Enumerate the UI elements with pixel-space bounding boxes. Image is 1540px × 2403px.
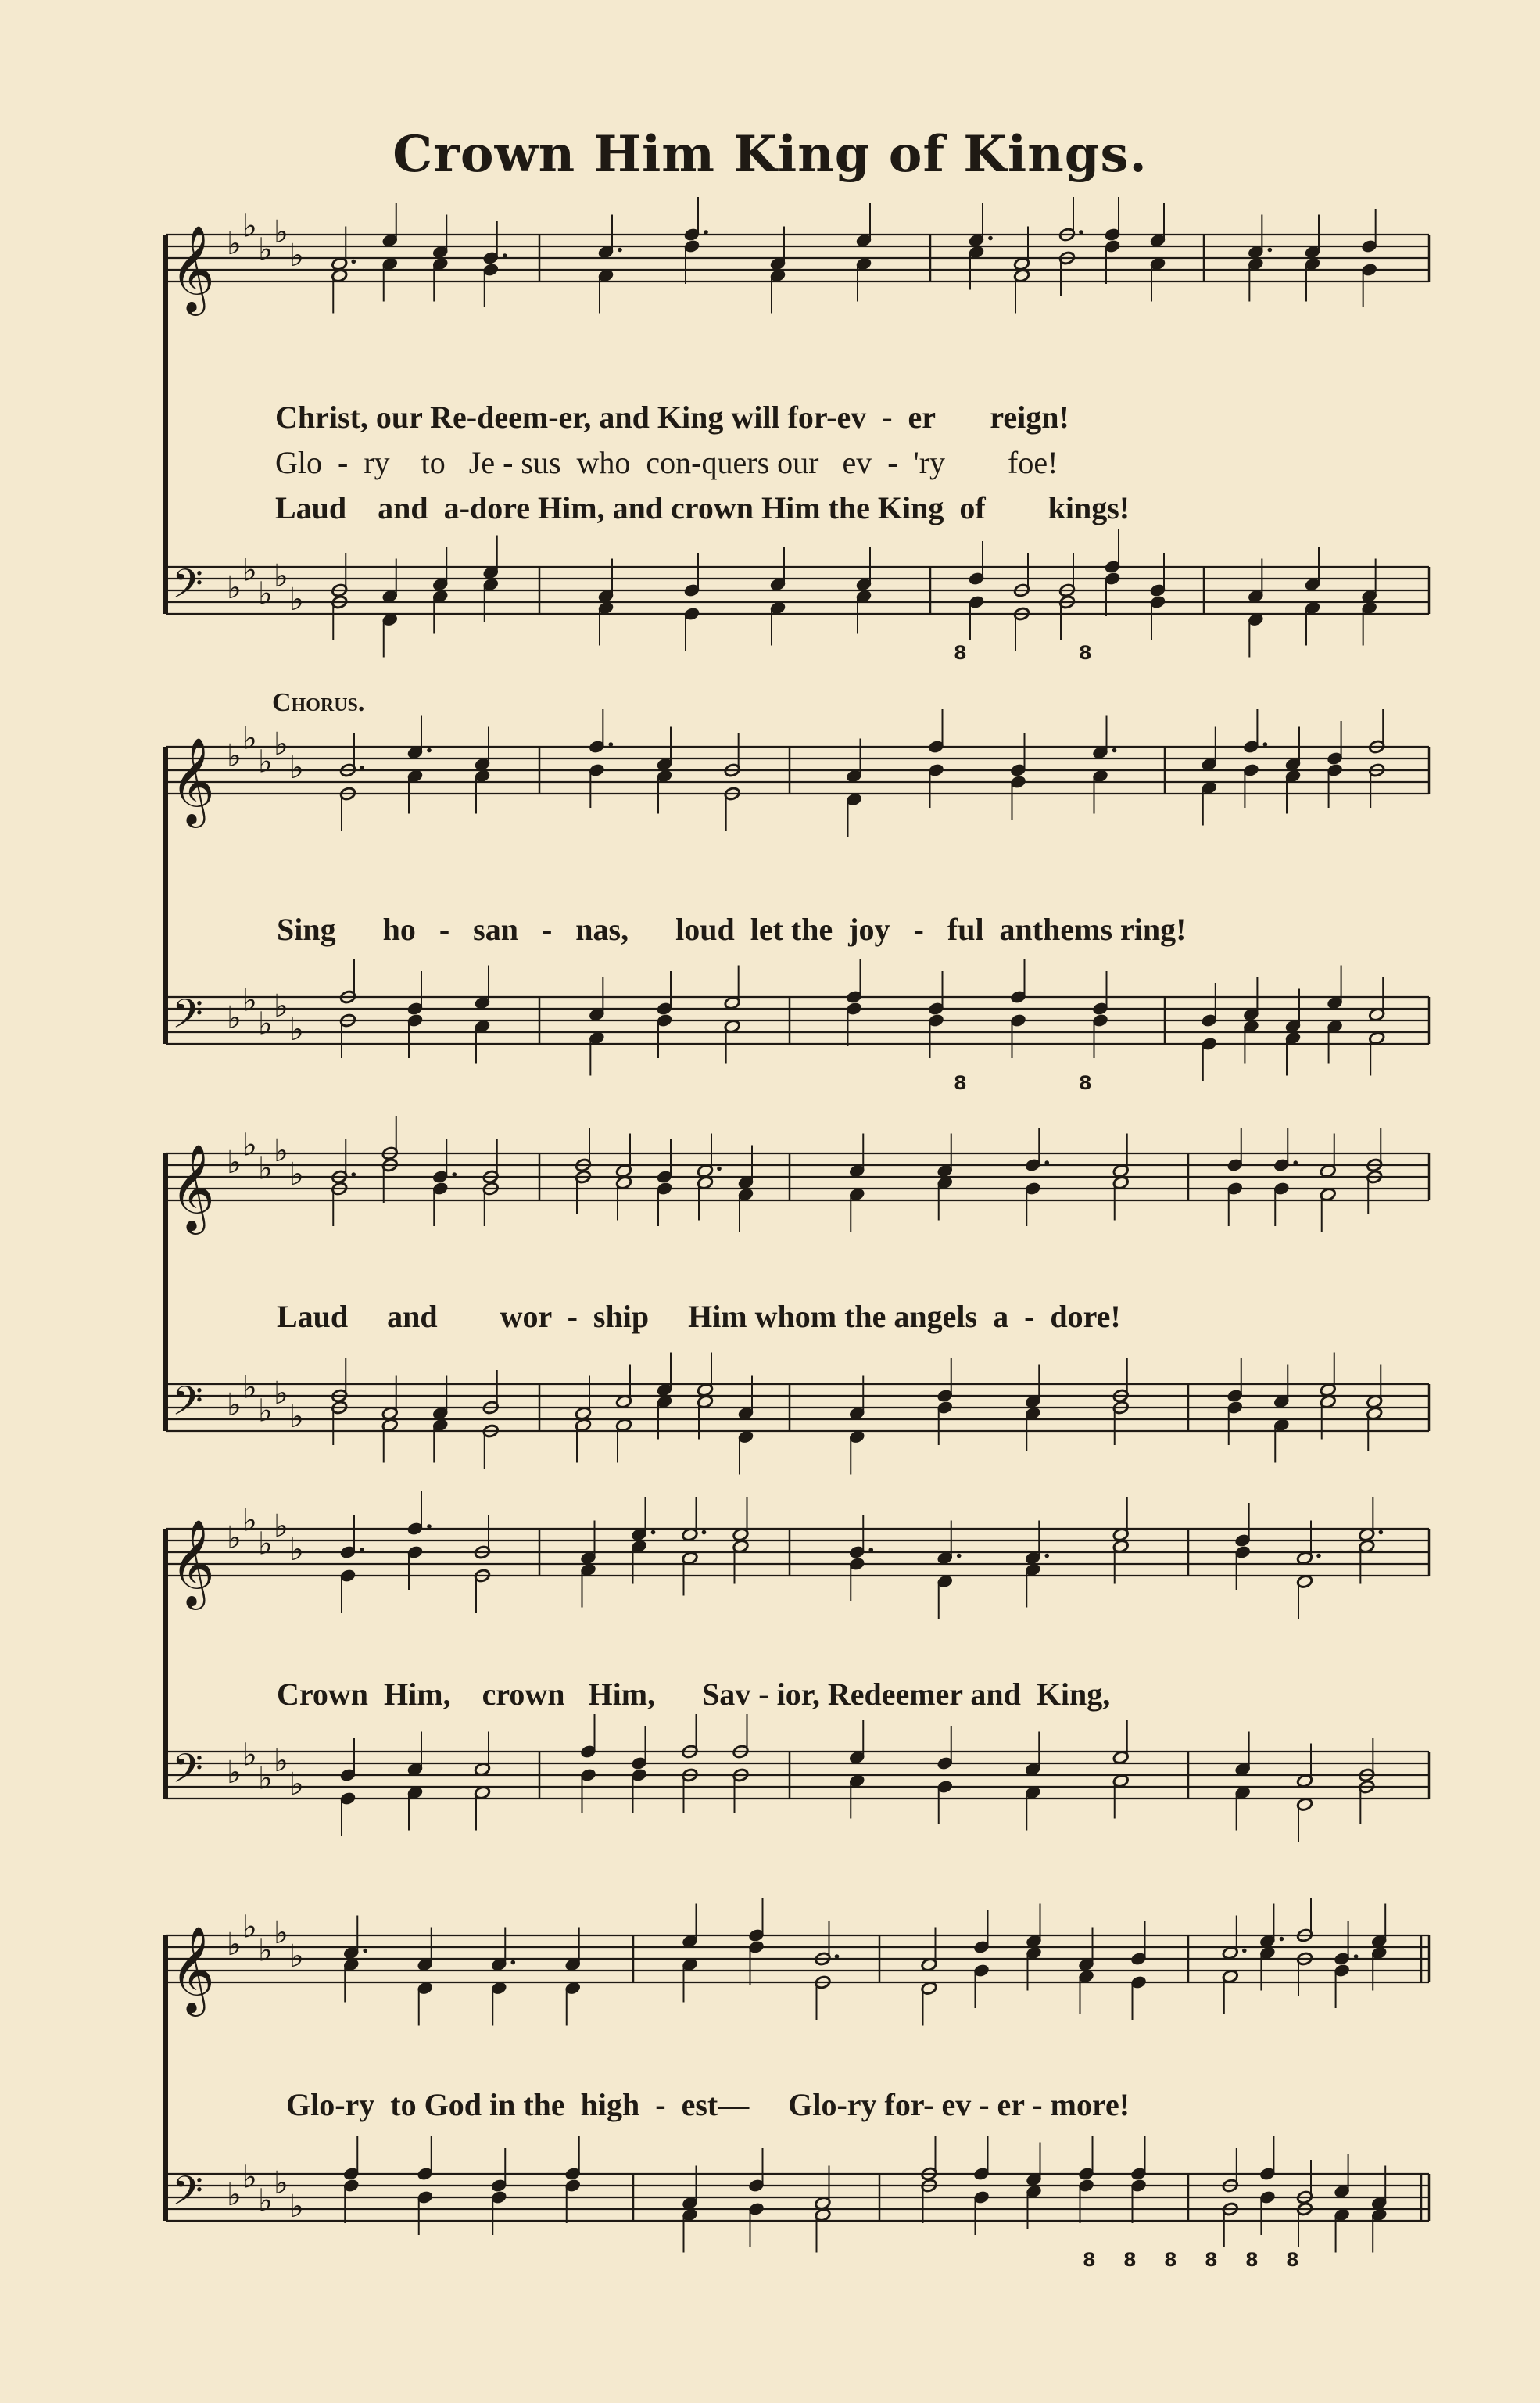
dot xyxy=(957,1554,962,1558)
flat-sign: ♭ xyxy=(289,1939,304,1974)
dot xyxy=(360,766,364,770)
flat-sign: ♭ xyxy=(258,1526,273,1562)
flat-sign: ♭ xyxy=(258,1006,273,1042)
flat-sign: ♭ xyxy=(274,1915,288,1951)
flat-sign: ♭ xyxy=(274,1375,288,1411)
dot xyxy=(1112,748,1117,753)
dot xyxy=(868,1548,873,1552)
flat-sign: ♭ xyxy=(242,208,257,245)
dot xyxy=(452,1172,457,1177)
flat-sign: ♭ xyxy=(242,1909,257,1946)
lyric-line-1-verse-1: Christ, our Re-deem-er, and King will for-ev - er reign! xyxy=(275,400,1069,435)
dot xyxy=(503,253,507,258)
flat-sign: ♭ xyxy=(289,1012,304,1048)
dot xyxy=(704,230,708,235)
dot xyxy=(1242,1949,1247,1953)
flat-sign: ♭ xyxy=(227,1145,242,1181)
bass-clef-icon: 𝄢 xyxy=(172,1377,203,1434)
bass-clef-icon: 𝄢 xyxy=(172,2167,203,2224)
treble-clef-icon: 𝄞 xyxy=(170,1519,215,1606)
flat-sign: ♭ xyxy=(274,1743,288,1779)
flat-sign: ♭ xyxy=(274,726,288,762)
dot xyxy=(1379,1530,1384,1535)
dot xyxy=(835,1954,840,1959)
flat-sign: ♭ xyxy=(289,1399,304,1435)
flat-sign: ♭ xyxy=(274,2165,288,2201)
chorus-label: Chorus. xyxy=(272,688,365,717)
bass-figure: 8 xyxy=(1079,642,1092,664)
lyric-line-5: Glo-ry to God in the high - est— Glo-ry for- ev - er - more! xyxy=(286,2087,1130,2122)
dot xyxy=(360,1548,364,1552)
flat-sign: ♭ xyxy=(227,1755,242,1791)
flat-sign: ♭ xyxy=(258,744,273,780)
flat-sign: ♭ xyxy=(289,1157,304,1193)
flat-sign: ♭ xyxy=(242,2159,257,2196)
dot xyxy=(1044,1554,1049,1558)
flat-sign: ♭ xyxy=(242,552,257,589)
flat-sign: ♭ xyxy=(242,1127,257,1164)
bass-figure: 8 xyxy=(954,1072,967,1094)
bass-figure: 8 xyxy=(954,642,967,664)
treble-clef-icon: 𝄞 xyxy=(170,737,215,824)
flat-sign: ♭ xyxy=(258,1932,273,1969)
flat-sign: ♭ xyxy=(289,1532,304,1568)
bass-figure: 8 xyxy=(1079,1072,1092,1094)
lyric-line-1-verse-2: Glo - ry to Je - sus who con-quers our ev - 'ry foe! xyxy=(275,445,1058,480)
dot xyxy=(1280,1937,1284,1942)
bass-figure: 8 xyxy=(1205,2249,1218,2271)
bass-figure: 8 xyxy=(1164,2249,1177,2271)
flat-sign: ♭ xyxy=(289,2189,304,2225)
lyric-line-4: Crown Him, crown Him, Sav - ior, Redeemer and King, xyxy=(277,1677,1111,1712)
flat-sign: ♭ xyxy=(242,982,257,1019)
flat-sign: ♭ xyxy=(258,576,273,612)
dot xyxy=(427,1524,432,1529)
flat-sign: ♭ xyxy=(227,738,242,774)
dot xyxy=(1044,1160,1049,1165)
flat-sign: ♭ xyxy=(242,1369,257,1406)
dot xyxy=(1354,1954,1359,1959)
flat-sign: ♭ xyxy=(274,988,288,1024)
flat-sign: ♭ xyxy=(289,238,304,274)
dot xyxy=(363,1949,367,1953)
dot xyxy=(510,1960,515,1965)
hymn-title: Crown Him King of Kings. xyxy=(392,125,1148,184)
dot xyxy=(351,1172,356,1177)
dot xyxy=(609,742,614,747)
dot xyxy=(427,748,432,753)
treble-clef-icon: 𝄞 xyxy=(170,1925,215,2013)
dot xyxy=(717,1167,722,1171)
flat-sign: ♭ xyxy=(227,1927,242,1963)
lyric-line-2: Sing ho - san - nas, loud let the joy - ful anthems ring! xyxy=(277,912,1187,947)
flat-sign: ♭ xyxy=(227,1520,242,1556)
dot xyxy=(1263,742,1268,747)
flat-sign: ♭ xyxy=(242,1502,257,1539)
bass-figure: 8 xyxy=(1245,2249,1259,2271)
bass-figure: 8 xyxy=(1083,2249,1096,2271)
flat-sign: ♭ xyxy=(258,2182,273,2219)
dot xyxy=(351,260,356,264)
flat-sign: ♭ xyxy=(227,2177,242,2213)
flat-sign: ♭ xyxy=(289,582,304,618)
flat-sign: ♭ xyxy=(258,1150,273,1187)
flat-sign: ♭ xyxy=(227,1387,242,1423)
dot xyxy=(1293,1160,1298,1165)
treble-clef-icon: 𝄞 xyxy=(170,1143,215,1231)
bass-figure: 8 xyxy=(1123,2249,1137,2271)
dot xyxy=(618,248,622,253)
dot xyxy=(702,1530,707,1535)
bass-clef-icon: 𝄢 xyxy=(172,990,203,1047)
flat-sign: ♭ xyxy=(227,1000,242,1036)
lyric-line-1-verse-3: Laud and a-dore Him, and crown Him the King of kings! xyxy=(275,490,1130,525)
bass-clef-icon: 𝄢 xyxy=(172,560,203,617)
dot xyxy=(1079,230,1083,235)
flat-sign: ♭ xyxy=(274,1508,288,1544)
flat-sign: ♭ xyxy=(242,720,257,757)
flat-sign: ♭ xyxy=(274,1133,288,1169)
flat-sign: ♭ xyxy=(227,570,242,606)
dot xyxy=(988,236,993,241)
flat-sign: ♭ xyxy=(274,558,288,594)
bass-figure: 8 xyxy=(1286,2249,1299,2271)
flat-sign: ♭ xyxy=(227,226,242,262)
dot xyxy=(1316,1554,1321,1558)
dot xyxy=(651,1530,656,1535)
dot xyxy=(1268,248,1273,253)
treble-clef-icon: 𝄞 xyxy=(170,224,215,312)
flat-sign: ♭ xyxy=(258,231,273,268)
bass-clef-icon: 𝄢 xyxy=(172,1745,203,1802)
lyric-line-3: Laud and wor - ship Him whom the angels a - dore! xyxy=(277,1299,1121,1334)
flat-sign: ♭ xyxy=(274,214,288,250)
flat-sign: ♭ xyxy=(289,1766,304,1802)
flat-sign: ♭ xyxy=(258,1760,273,1797)
flat-sign: ♭ xyxy=(289,750,304,786)
flat-sign: ♭ xyxy=(242,1737,257,1774)
flat-sign: ♭ xyxy=(258,1393,273,1429)
